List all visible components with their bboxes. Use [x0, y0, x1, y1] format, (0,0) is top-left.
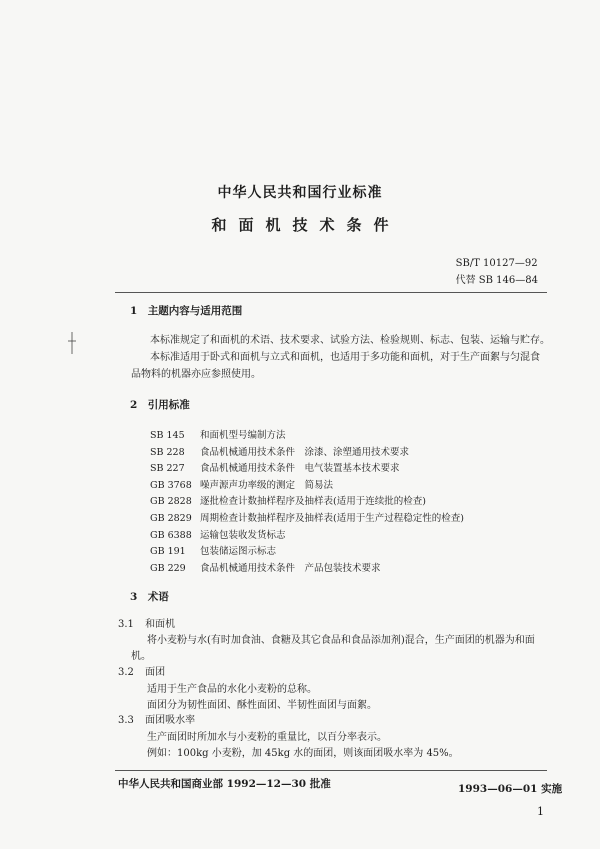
standard-number-block	[456, 255, 538, 289]
margin-mark-icon	[68, 332, 76, 354]
approval-line: 中华人民共和国商业部 1992—12—30 批准	[118, 778, 331, 790]
footer-divider	[115, 770, 547, 771]
reference-code: GB 191	[150, 546, 186, 558]
reference-title: 噪声源声功率级的测定 简易法	[200, 479, 334, 491]
replaces-standard: 代替 SB 146—84	[455, 275, 538, 286]
reference-title: 逐批检查计数抽样程序及抽样表(适用于连续批的检查)	[200, 496, 426, 508]
term-3-1-text-2: 机。	[131, 651, 151, 662]
reference-list	[150, 428, 464, 577]
term-3-2-text-1: 适用于生产食品的水化小麦粉的总称。	[147, 684, 317, 695]
reference-title: 包装储运图示标志	[200, 546, 277, 558]
effective-date: 1993—06—01 实施	[458, 783, 563, 795]
reference-title: 运输包装收发货标志	[200, 529, 286, 541]
reference-title: 食品机械通用技术条件 产品包装技术要求	[200, 562, 381, 574]
term-number: 3.3	[118, 715, 134, 726]
term-number: 3.2	[118, 667, 134, 678]
reference-item	[150, 494, 464, 511]
page-number: 1	[537, 805, 544, 818]
term-3-1-heading	[118, 616, 175, 633]
reference-item	[150, 528, 464, 545]
standard-number: SB/T 10127—92	[455, 258, 538, 269]
reference-code: GB 6388	[150, 529, 192, 541]
reference-code: SB 228	[150, 446, 185, 458]
reference-code: GB 2828	[150, 496, 192, 508]
section-1-paragraph-3: 品物料的机器亦应参照使用。	[131, 369, 261, 380]
reference-code: GB 3768	[150, 479, 192, 491]
reference-item	[150, 561, 464, 578]
reference-item	[150, 445, 464, 462]
term-3-1-text-1: 将小麦粉与水(有时加食油、食糖及其它食品和食品添加剂)混合，生产面团的机器为和面	[147, 635, 535, 646]
reference-code: SB 227	[150, 463, 185, 475]
reference-code: SB 145	[150, 430, 185, 441]
section-1-paragraph-1: 本标准规定了和面机的术语、技术要求、试验方法、检验规则、标志、包装、运输与贮存。	[150, 335, 550, 346]
term-3-2-text-2: 面团分为韧性面团、酥性面团、半韧性面团与面絮。	[147, 700, 377, 711]
standard-title: 和面机技术条件	[211, 216, 401, 234]
section-3-heading: 3 术语	[130, 591, 169, 603]
section-1-heading: 1 主题内容与适用范围	[130, 305, 243, 317]
reference-item	[150, 544, 464, 561]
reference-item	[150, 478, 464, 495]
reference-title: 食品机械通用技术条件 涂漆、涂塑通用技术要求	[200, 446, 410, 458]
term-name: 面团	[145, 667, 166, 678]
reference-title: 和面机型号编制方法	[200, 430, 286, 441]
section-1-paragraph-2: 本标准适用于卧式和面机与立式和面机，也适用于多功能和面机，对于生产面絮与匀混食	[150, 352, 540, 363]
term-name: 面团吸水率	[145, 715, 196, 726]
term-name: 和面机	[145, 619, 176, 630]
term-3-3-text-1: 生产面团时所加水与小麦粉的重量比，以百分率表示。	[147, 732, 387, 743]
term-3-2-heading	[118, 664, 165, 681]
issuing-body-title: 中华人民共和国行业标准	[217, 185, 383, 201]
reference-title: 食品机械通用技术条件 电气装置基本技术要求	[200, 463, 400, 475]
reference-item	[150, 461, 464, 478]
reference-item	[150, 428, 464, 445]
term-3-3-heading	[118, 712, 195, 729]
term-number: 3.1	[118, 619, 134, 630]
reference-item	[150, 511, 464, 528]
section-2-heading: 2 引用标准	[130, 399, 190, 411]
reference-code: GB 229	[150, 562, 186, 574]
header-divider	[115, 292, 547, 293]
reference-title: 周期检查计数抽样程序及抽样表(适用于生产过程稳定性的检查)	[200, 512, 464, 524]
term-3-3-text-2: 例如：100kg 小麦粉，加 45kg 水的面团，则该面团吸水率为 45%。	[147, 748, 459, 759]
reference-code: GB 2829	[150, 512, 192, 524]
